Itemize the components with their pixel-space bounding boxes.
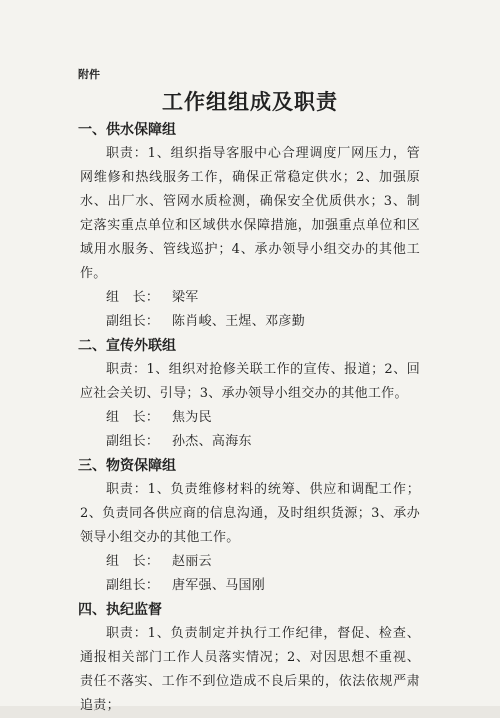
document-body (80, 118, 420, 718)
deputy-label: 副组长： (106, 434, 160, 449)
leader-line (106, 406, 420, 430)
section-duty: 职责：1、组织对抢修关联工作的宣传、报道；2、回应社会关切、引导；3、承办领导小组交办的其他工作。 (80, 362, 420, 401)
attachment-label: 附件 (78, 68, 100, 81)
deputy-names: 唐军强、马国刚 (172, 578, 266, 593)
section-publicity (80, 334, 420, 454)
section-heading: 三、物资保障组 (78, 458, 176, 474)
section-discipline (80, 598, 420, 718)
deputy-line (106, 430, 420, 454)
section-heading: 一、供水保障组 (78, 122, 176, 138)
leader-line (106, 286, 420, 310)
deputy-line (106, 310, 420, 334)
deputy-line (106, 574, 420, 598)
leader-name: 焦为民 (172, 410, 212, 425)
section-heading: 四、执纪监督 (78, 602, 162, 618)
section-water-supply (80, 118, 420, 334)
document-title: 工作组组成及职责 (162, 90, 338, 114)
leader-name: 赵丽云 (172, 554, 212, 569)
leader-name: 梁军 (172, 290, 199, 305)
section-duty: 职责：1、负责制定并执行工作纪律，督促、检查、通报相关部门工作人员落实情况；2、对因思想不重视、责任不落实、工作不到位造成不良后果的，依法依规严肃追责； (80, 626, 420, 713)
leader-label: 组 长： (106, 290, 160, 305)
leader-line (106, 550, 420, 574)
section-heading: 二、宣传外联组 (78, 338, 176, 354)
section-duty: 职责：1、组织指导客服中心合理调度厂网压力，管网维修和热线服务工作，确保正常稳定供水；2、加强原水、出厂水、管网水质检测，确保安全优质供水；3、制定落实重点单位和区域供水保障措施，加强重点单位和区域用水服务、管线巡护；4、承办领导小组交办的其他工作。 (80, 146, 420, 281)
deputy-names: 孙杰、高海东 (172, 434, 252, 449)
leader-label: 组 长： (106, 410, 160, 425)
section-materials (80, 454, 420, 598)
section-duty: 职责：1、负责维修材料的统筹、供应和调配工作；2、负责同各供应商的信息沟通，及时组织货源；3、承办领导小组交办的其他工作。 (80, 482, 420, 545)
deputy-names: 陈肖峻、王煋、邓彦勤 (172, 314, 306, 329)
leader-label: 组 长： (106, 554, 160, 569)
deputy-label: 副组长： (106, 578, 160, 593)
deputy-label: 副组长： (106, 314, 160, 329)
